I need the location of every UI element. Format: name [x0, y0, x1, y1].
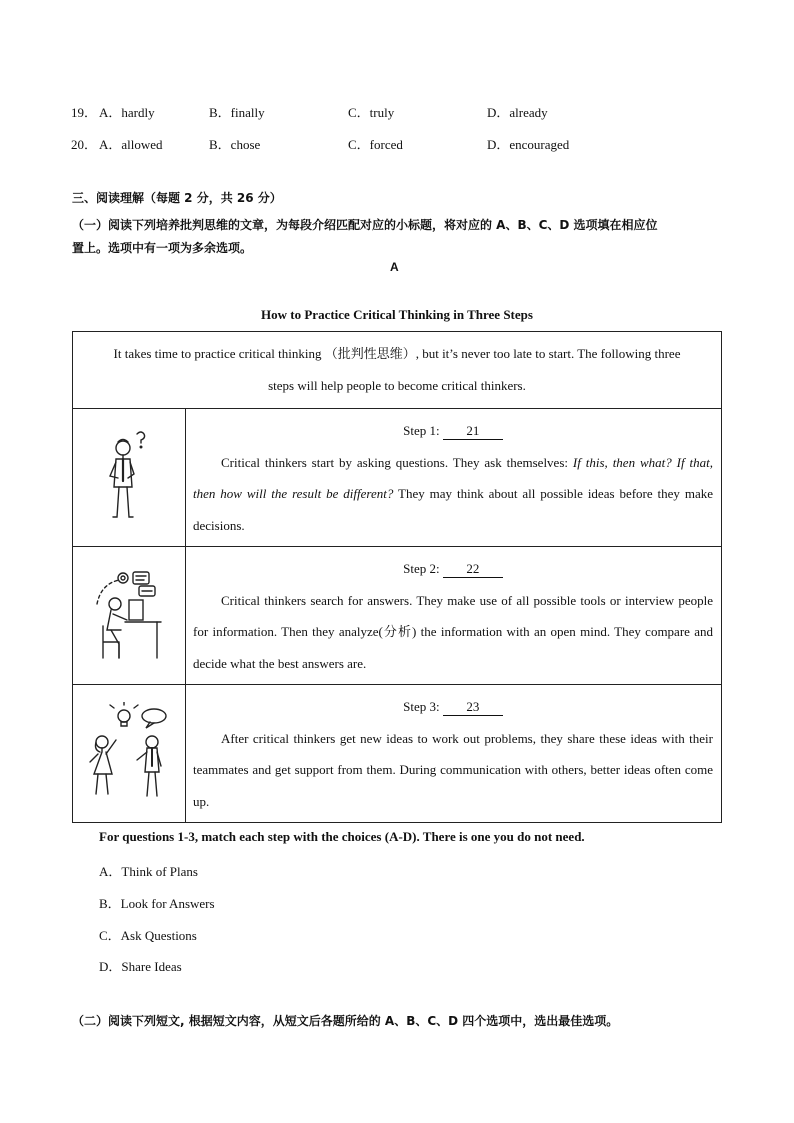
- passage-title: How to Practice Critical Thinking in Three Steps: [261, 307, 533, 322]
- step1-paragraph: [193, 447, 713, 542]
- thinking-person-icon: [99, 426, 159, 526]
- step1-answer-blank[interactable]: 21: [443, 423, 503, 440]
- match-instruction: For questions 1-3, match each step with the choices (A-D). There is one you do not need.: [99, 829, 585, 844]
- q19-option-b: B．finally: [209, 105, 265, 120]
- part2-instruction: （二）阅读下列短文, 根据短文内容，从短文后各题所给的 A、B、C、D 四个选项中，选出最佳选项。: [72, 1014, 619, 1028]
- q20-option-a: A．allowed: [99, 137, 163, 152]
- choice-d: D．Share Ideas: [99, 959, 182, 974]
- step3-label: Step 3:: [403, 699, 440, 714]
- step2-title: [193, 553, 713, 585]
- intro-line-1: It takes time to practice critical thinking （批判性思维）, but it’s never too late to start. The following three: [113, 346, 681, 361]
- step3-answer-blank[interactable]: 23: [443, 699, 503, 716]
- q19-option-a: A．hardly: [99, 105, 155, 120]
- step2-text-cell: [186, 547, 722, 685]
- researcher-at-computer-icon: [89, 564, 169, 664]
- q19-number: 19．: [71, 105, 98, 120]
- intro-cell: [73, 332, 722, 409]
- step3-illustration-cell: [73, 685, 186, 823]
- q20-number: 20．: [71, 137, 98, 152]
- section-heading: 三、阅读理解（每题 2 分，共 26 分）: [72, 191, 282, 205]
- step2-answer-blank[interactable]: 22: [443, 561, 503, 578]
- q19-option-d: D．already: [487, 105, 548, 120]
- choice-a: A．Think of Plans: [99, 864, 198, 879]
- choice-b: B．Look for Answers: [99, 896, 215, 911]
- step1-title: [193, 415, 713, 447]
- step1-text-italic: If this, then what? If that, then how will the result be different?: [193, 454, 713, 501]
- step1-text-part2: They may think about all possible ideas before they make decisions.: [193, 486, 713, 533]
- step3-title: [193, 691, 713, 723]
- step1-illustration-cell: [73, 409, 186, 547]
- step1-text-cell: [186, 409, 722, 547]
- q20-option-d: D．encouraged: [487, 137, 570, 152]
- part1-instruction-line1: （一）阅读下列培养批判思维的文章，为每段介绍匹配对应的小标题，将对应的 A、B、C、D 选项填在相应位: [72, 218, 658, 232]
- q20-option-c: C．forced: [348, 137, 403, 152]
- step3-paragraph: After critical thinkers get new ideas to work out problems, they share these ideas with their teammates and get support from them. During communication with others, better ideas often come up.: [193, 730, 713, 809]
- q20-option-b: B．chose: [209, 137, 261, 152]
- step2-label: Step 2:: [403, 561, 440, 576]
- passage-letter: A: [390, 260, 399, 274]
- step1-label: Step 1:: [403, 423, 440, 438]
- step3-text-cell: [186, 685, 722, 823]
- choice-c: C．Ask Questions: [99, 928, 197, 943]
- intro-line-2: steps will help people to become critical thinkers.: [268, 378, 526, 393]
- part1-instruction-line2: 置上。选项中有一项为多余选项。: [72, 241, 253, 255]
- question-20: [71, 134, 731, 154]
- step1-text-part1: Critical thinkers start by asking questions. They ask themselves:: [221, 454, 573, 470]
- sharing-ideas-icon: [84, 702, 174, 802]
- passage-table: [72, 331, 722, 823]
- q19-option-c: C．truly: [348, 105, 395, 120]
- step2-paragraph: Critical thinkers search for answers. They make use of all possible tools or interview people for information. Then they analyze(分析) the information with an open mind. They compare and decide what the best answers are.: [193, 592, 713, 671]
- step2-illustration-cell: [73, 547, 186, 685]
- question-19: [71, 102, 731, 122]
